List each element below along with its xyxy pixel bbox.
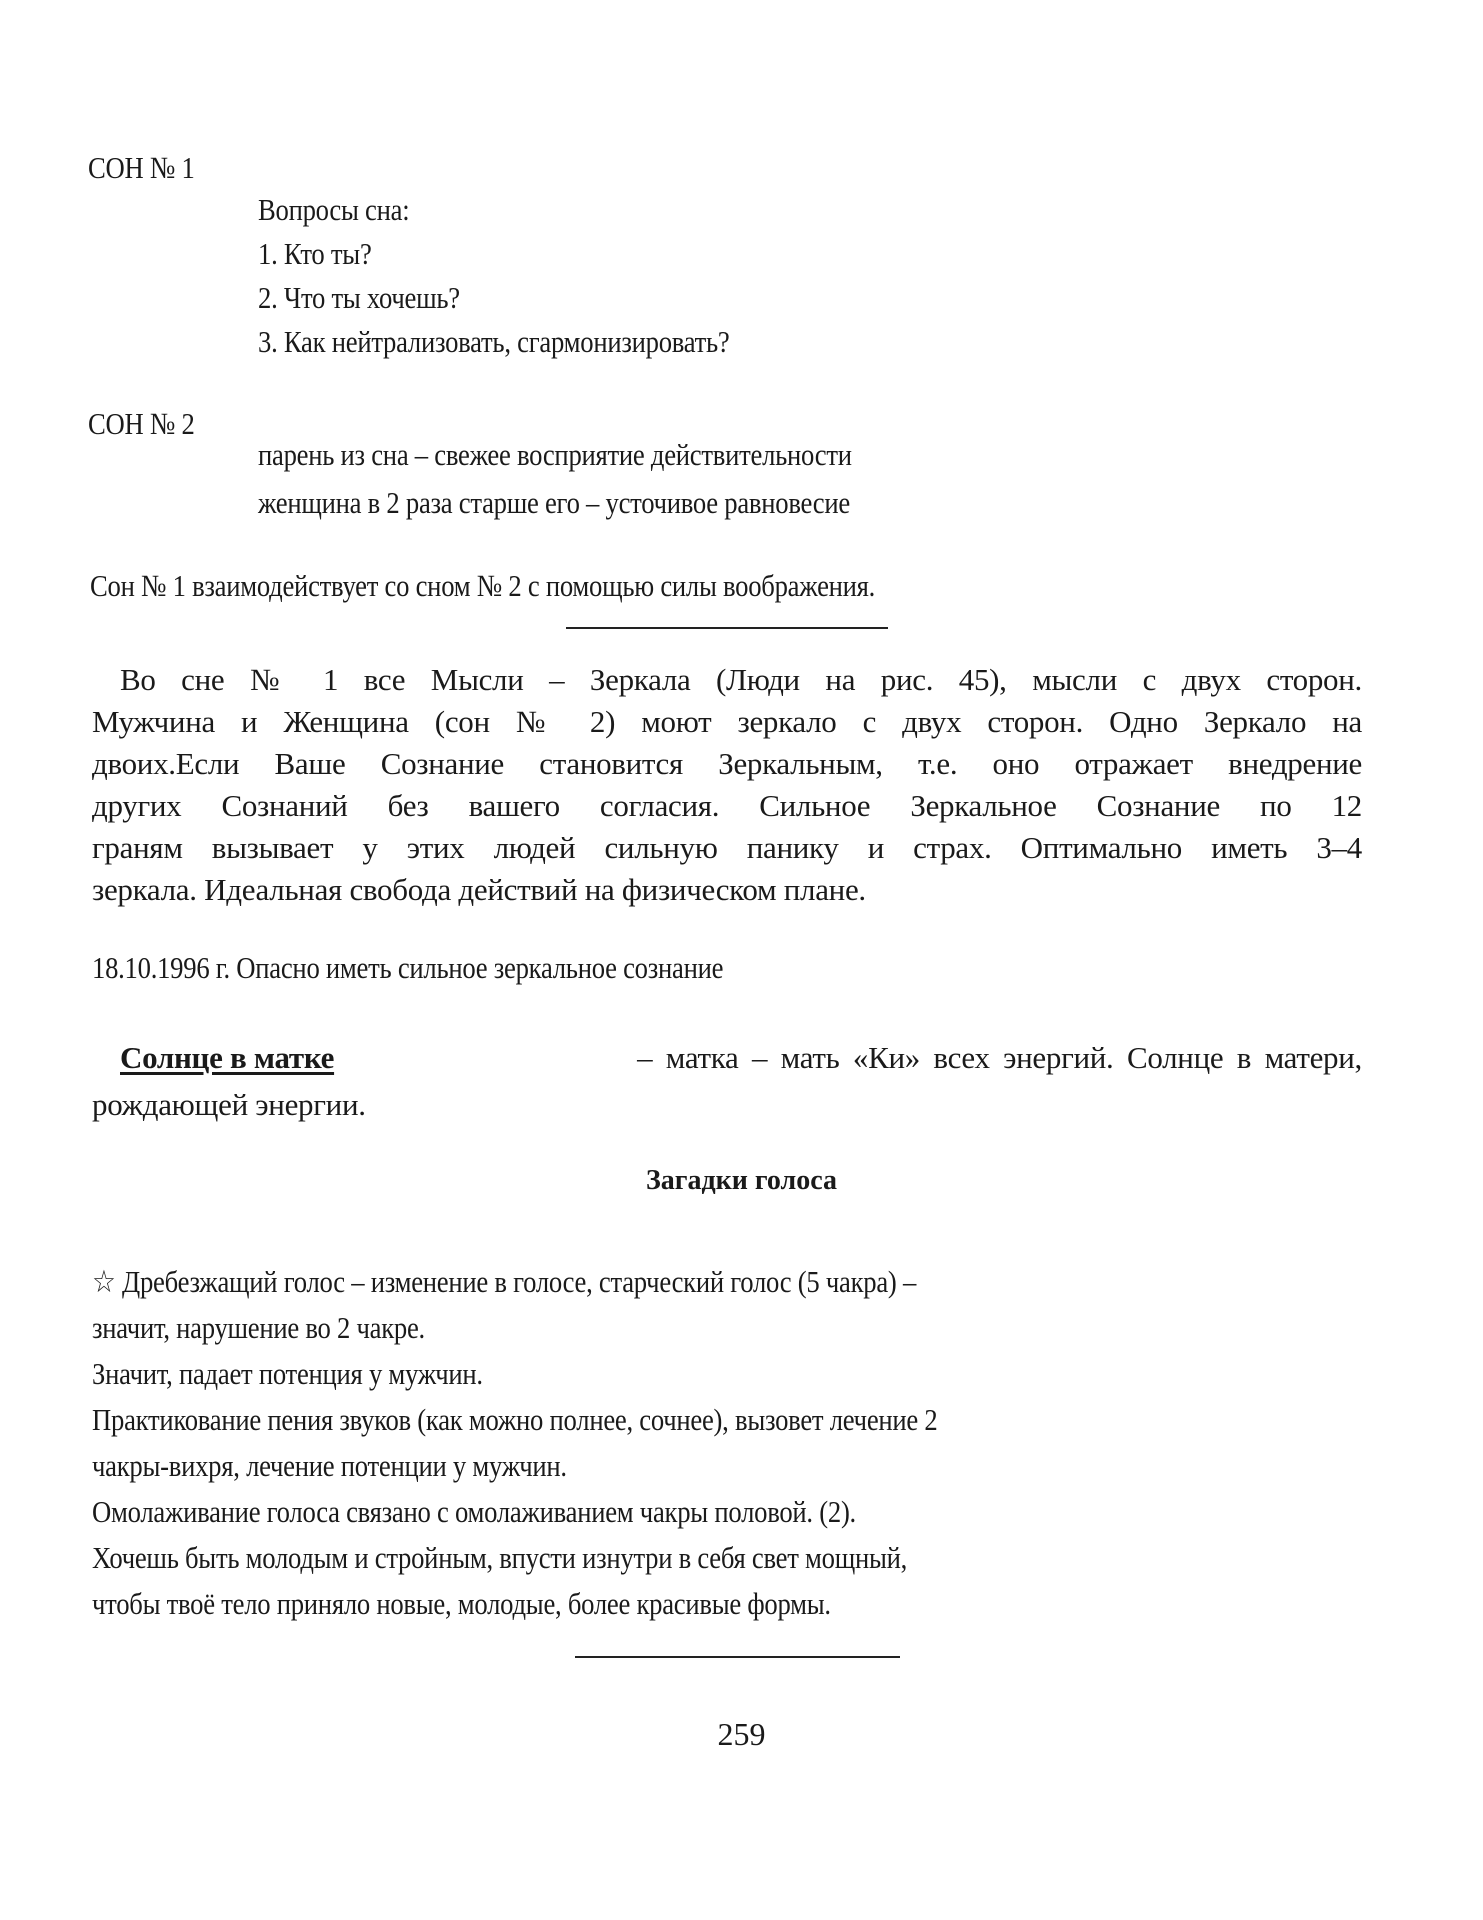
paragraph-line: Во сне № 1 все Мысли – Зеркала (Люди на рис. 45), мысли с двух сторон.	[120, 662, 1362, 697]
section-heading: Загадки голоса	[645, 1165, 838, 1196]
dream1-question: 3. Как нейтрализовать, сгармонизировать?	[258, 324, 730, 359]
sun-note-rest: – матка – мать «Ки» всех энергий. Солнце в матери,	[637, 1040, 1362, 1075]
paragraph-line: других Сознаний без вашего согласия. Сильное Зеркальное Сознание по 12	[92, 788, 1362, 823]
dream1-question: 2. Что ты хочешь?	[258, 280, 460, 315]
voice-line-text: Дребезжащий голос – изменение в голосе, старческий голос (5 чакра) –	[115, 1264, 917, 1299]
voice-line: Хочешь быть молодым и стройным, впусти изнутри в себя свет мощный,	[92, 1540, 908, 1575]
dream2-title: СОН № 2	[88, 406, 195, 441]
paragraph-line: граням вызывает у этих людей сильную панику и страх. Оптимально иметь 3–4	[92, 830, 1362, 865]
voice-line: Омолаживание голоса связано с омолаживанием чакры половой. (2).	[92, 1494, 856, 1529]
sun-note-line	[120, 1040, 1362, 1076]
dream1-question: 1. Кто ты?	[258, 236, 372, 271]
page-number: 259	[717, 1716, 766, 1752]
voice-line	[92, 1264, 916, 1300]
sun-note-term: Солнце в матке	[120, 1040, 335, 1075]
dream1-title: СОН № 1	[88, 150, 195, 185]
dream1-questions-title: Вопросы сна:	[258, 192, 410, 227]
paragraph-line: зеркала. Идеальная свобода действий на физическом плане.	[92, 872, 866, 907]
voice-line: чтобы твоё тело приняло новые, молодые, более красивые формы.	[92, 1586, 831, 1621]
voice-line: значит, нарушение во 2 чакре.	[92, 1310, 425, 1345]
separator-rule	[566, 627, 888, 629]
dream2-line: парень из сна – свежее восприятие действительности	[258, 437, 852, 472]
paragraph-line: двоих.Если Ваше Сознание становится Зеркальным, т.е. оно отражает внедрение	[92, 746, 1362, 781]
dream2-line: женщина в 2 раза старше его – усточивое равновесие	[258, 485, 850, 520]
dated-note: 18.10.1996 г. Опасно иметь сильное зеркальное сознание	[92, 950, 724, 985]
star-icon: ☆	[92, 1264, 116, 1299]
voice-line: Практикование пения звуков (как можно полнее, сочнее), вызовет лечение 2	[92, 1402, 938, 1437]
paragraph-line: Мужчина и Женщина (сон № 2) моют зеркало с двух сторон. Одно Зеркало на	[92, 704, 1362, 739]
voice-line: чакры-вихря, лечение потенции у мужчин.	[92, 1448, 567, 1483]
footer-rule	[575, 1656, 900, 1658]
voice-line: Значит, падает потенция у мужчин.	[92, 1356, 483, 1391]
sun-note-line2: рождающей энергии.	[92, 1087, 366, 1122]
interaction-sentence: Сон № 1 взаимодействует со сном № 2 с помощью силы воображения.	[90, 568, 876, 603]
